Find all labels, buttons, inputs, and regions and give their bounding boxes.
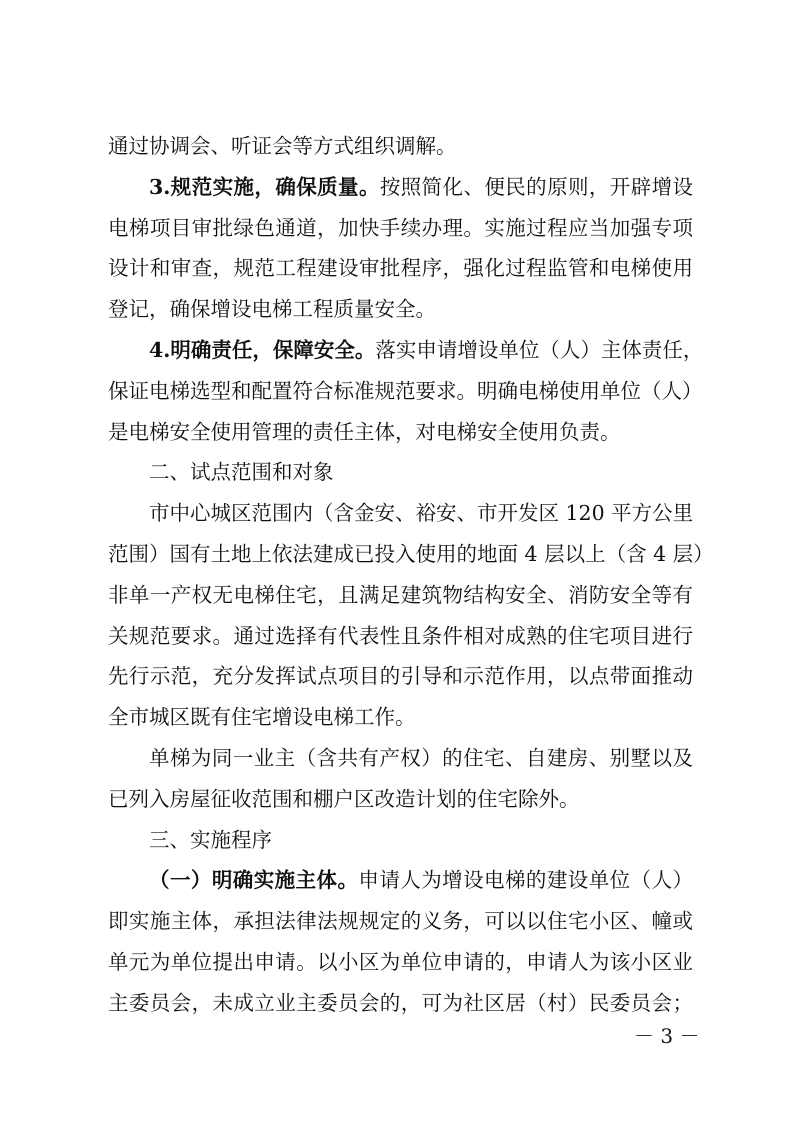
body-text: 设计和审查，规范工程建设审批程序，强化过程监管和电梯使用 [108,256,693,281]
body-text: 关规范要求。通过选择有代表性且条件相对成熟的住宅项目进行 [108,623,693,648]
body-text: 先行示范，充分发挥试点项目的引导和示范作用，以点带面推动 [108,664,693,689]
body-text: 二、试点范围和对象 [149,460,334,485]
text-line [108,860,693,901]
text-line [108,534,714,575]
body-text: 即实施主体，承担法律法规规定的义务，可以以住宅小区、幢或 [108,909,693,934]
body-text: 申请人为增设电梯的建设单位（人） [358,868,694,893]
body-text: 落实申请增设单位（人）主体责任， [375,337,704,362]
document-body [108,126,714,1024]
text-line [108,167,693,208]
text-line [108,330,704,371]
body-text: 单梯为同一业主（含共有产权）的住宅、自建房、别墅以及 [149,745,693,770]
body-text: 单元为单位提出申请。以小区为单位申请的，申请人为该小区业 [108,949,693,974]
text-line [108,616,693,657]
text-line [108,452,693,493]
body-text: 按照简化、便民的原则，开辟增设 [379,174,693,199]
text-line [108,371,703,412]
text-line [108,208,693,249]
body-text: 全市城区既有住宅增设电梯工作。 [108,705,416,730]
bold-heading-text: 3.规范实施，确保质量。 [149,174,380,199]
text-line [108,248,693,289]
body-text: 电梯项目审批绿色通道，加快手续办理。实施过程应当加强专项 [108,215,693,240]
body-text: 登记，确保增设电梯工程质量安全。 [108,297,436,322]
bold-heading-text: （一）明确实施主体。 [149,868,359,893]
body-text: 是电梯安全使用管理的责任主体，对电梯安全使用负责。 [108,419,621,444]
text-line [108,697,693,738]
body-text: 非单一产权无电梯住宅，且满足建筑物结构安全、消防安全等有 [108,582,693,607]
text-line [108,738,693,779]
text-line [108,126,693,167]
text-line [108,575,693,616]
body-text: 三、实施程序 [149,827,272,852]
text-line [108,656,693,697]
body-text: 范围）国有土地上依法建成已投入使用的地面 4 层以上（含 4 层） [108,541,714,566]
text-line [108,942,693,983]
text-line [108,493,693,534]
text-line [108,820,693,861]
body-text: 已列入房屋征收范围和棚户区改造计划的住宅除外。 [108,786,580,811]
text-line [108,983,693,1024]
text-line [108,412,693,453]
page-number: － 3 － [634,1024,700,1048]
bold-heading-text: 4.明确责任，保障安全。 [149,337,376,362]
text-line [108,779,693,820]
text-line [108,901,693,942]
body-text: 保证电梯选型和配置符合标准规范要求。明确电梯使用单位（人） [108,378,703,403]
body-text: 市中心城区范围内（含金安、裕安、市开发区 120 平方公里 [149,501,694,526]
body-text: 通过协调会、听证会等方式组织调解。 [108,134,457,158]
text-line [108,289,693,330]
body-text: 主委员会，未成立业主委员会的，可为社区居（村）民委员会； [108,990,693,1015]
